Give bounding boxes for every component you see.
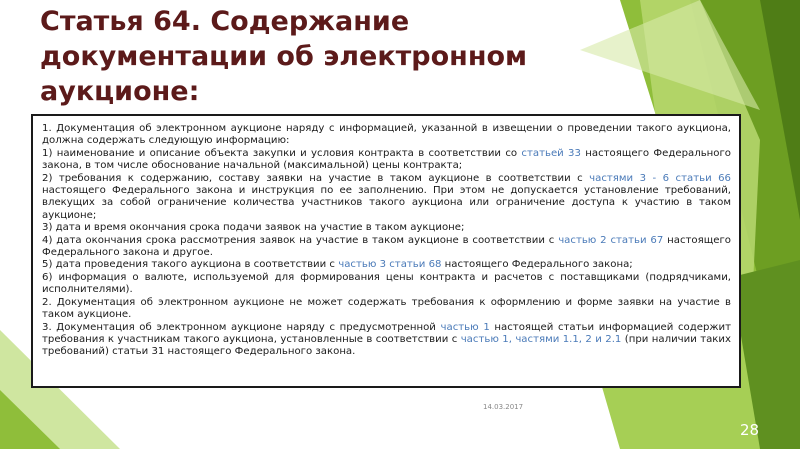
paragraph-2: 2. Документация об электронном аукционе не может содержать требования к оформлению и форме заявки на участие в таком аукционе. — [42, 296, 731, 321]
law-link[interactable]: частью 2 статьи 67 — [558, 234, 664, 246]
text-segment: (при наличии таких требований) статьи 31 настоящего Федерального закона. — [42, 333, 731, 358]
paragraph-item-6: 6) информация о валюте, используемой для формирования цены контракта и расчетов с поставщиками (подрядчиками, исполнителями). — [42, 271, 731, 296]
law-link[interactable]: статьей 33 — [521, 147, 581, 159]
text-segment: настоящего Федерального закона и инструкция по ее заполнению. При этом не допускается установление требований, влекущих за собой ограничение количества участников такого аукциона или ограничение доступа к участию в таком аукционе; — [42, 185, 731, 221]
law-link[interactable]: частью 3 статьи 68 — [338, 259, 442, 271]
paragraph-item-5 — [42, 259, 731, 271]
text-segment: настоящей статьи информацией содержит требования к участникам такого аукциона, установленные в соответствии с — [42, 321, 731, 345]
paragraph-3 — [42, 322, 731, 359]
law-link[interactable]: частью 1 — [440, 321, 490, 333]
paragraph-item-3: 3) дата и время окончания срока подачи заявок на участие в таком аукционе; — [42, 222, 465, 234]
text-segment: настоящего Федерального закона; — [441, 259, 633, 271]
text-segment: 1) наименование и описание объекта закупки и условия контракта в соответствии со — [42, 147, 522, 159]
page-number: 28 — [740, 421, 760, 439]
paragraph-item-2 — [42, 173, 731, 223]
text-segment: 3. Документация об электронном аукционе наряду с предусмотренной — [42, 321, 441, 333]
text-segment: 5) дата проведения такого аукциона в соответствии с — [42, 259, 339, 271]
paragraph-item-4 — [42, 235, 731, 260]
slide-title: Статья 64. Содержание документации об электронном аукционе: — [40, 6, 528, 107]
paragraph-1: 1. Документация об электронном аукционе наряду с информацией, указанной в извещении о проведении такого аукциона, должна содержать следующую информацию: — [42, 123, 731, 147]
law-link[interactable]: частью 1, частями 1.1, 2 и 2.1 — [460, 333, 622, 345]
paragraph-item-1 — [42, 148, 731, 173]
slide-date: 14.03.2017 — [483, 403, 524, 411]
text-segment: 4) дата окончания срока рассмотрения заявок на участие в таком аукционе в соответствии с — [42, 234, 559, 246]
law-link[interactable]: частями 3 - 6 статьи 66 — [589, 172, 731, 184]
text-segment: настоящего Федерального закона, в том числе обоснование начальной (максимальной) цены контракта; — [42, 147, 731, 172]
text-segment: 2) требования к содержанию, составу заявки на участие в таком аукционе в соответствии с — [42, 172, 590, 184]
document-text-box — [31, 114, 741, 388]
text-segment: настоящего Федерального закона и другое. — [42, 234, 731, 259]
